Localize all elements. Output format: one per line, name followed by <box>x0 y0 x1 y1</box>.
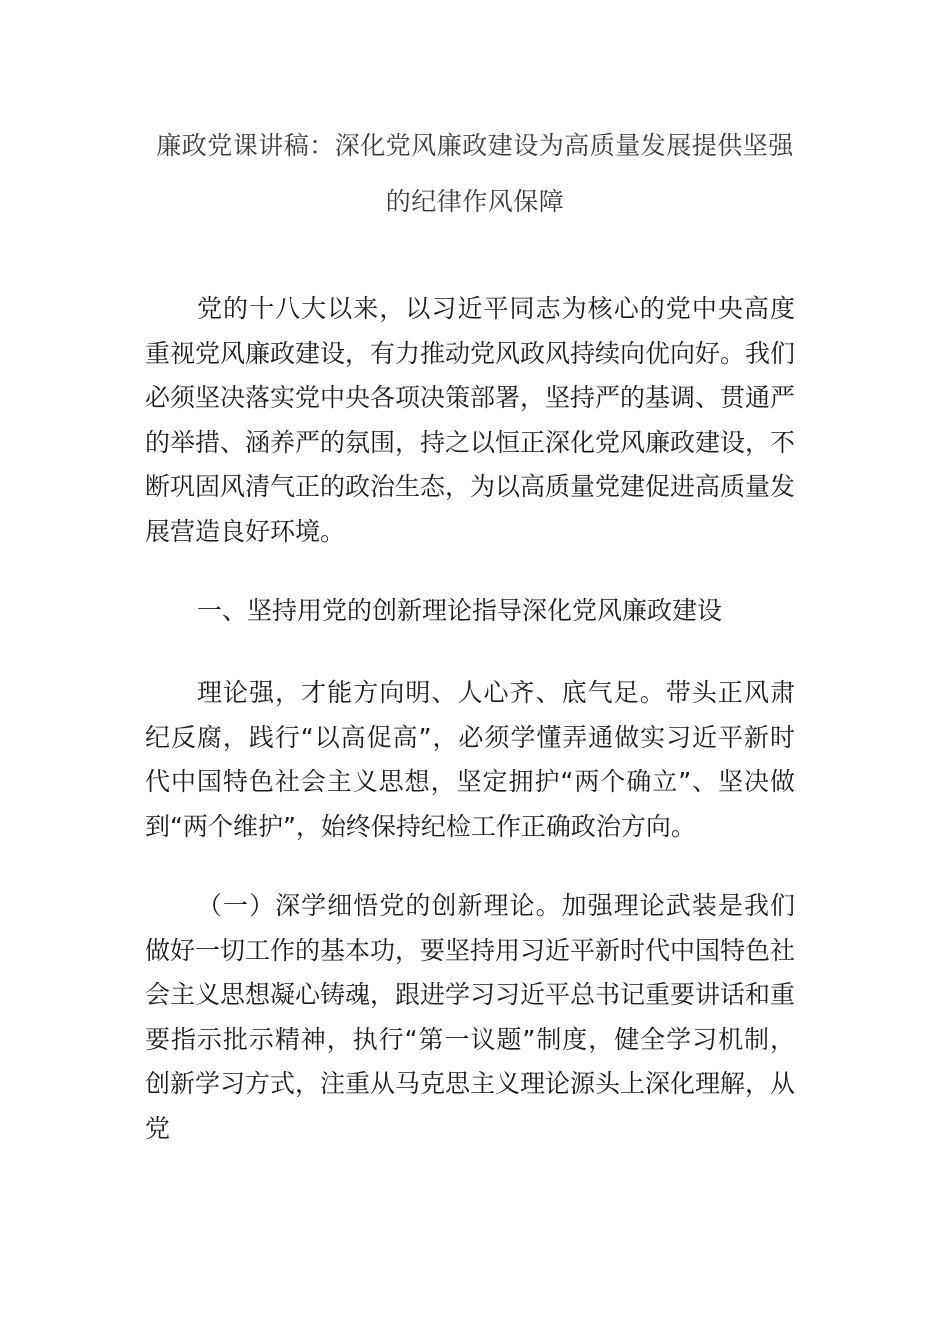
paragraph-section-1-intro: 理论强，才能方向明、人心齐、底气足。带头正风肃纪反腐，践行“以高促高”，必须学懂弄通做实习近平新时代中国特色社会主义思想，坚定拥护“两个确立”、坚决做到“两个维护”，始终保持纪检工作正确政治方向。 <box>145 678 795 841</box>
paragraph-intro: 党的十八大以来，以习近平同志为核心的党中央高度重视党风廉政建设，有力推动党风政风持续向优向好。我们必须坚决落实党中央各项决策部署，坚持严的基调、贯通严的举措、涵养严的氛围，持之以恒正深化党风廉政建设，不断巩固风清气正的政治生态，为以高质量党建促进高质量发展营造良好环境。 <box>145 294 796 546</box>
paragraph-subsection-1: （一）深学细悟党的创新理论。加强理论武装是我们做好一切工作的基本功，要坚持用习近平新时代中国特色社会主义思想凝心铸魂，跟进学习习近平总书记重要讲话和重要指示批示精神，执行“第一议题”制度，健全学习机制，创新学习方式，注重从马克思主义理论源头上深化理解，从党 <box>145 891 796 1143</box>
title-line-1: 廉政党课讲稿：深化党风廉政建设为高质量发展提供坚强 <box>156 131 794 160</box>
document-title <box>140 118 810 230</box>
title-line-2: 的纪律作风保障 <box>385 187 565 216</box>
section-heading-1: 一、坚持用党的创新理论指导深化党风廉政建设 <box>197 596 723 625</box>
